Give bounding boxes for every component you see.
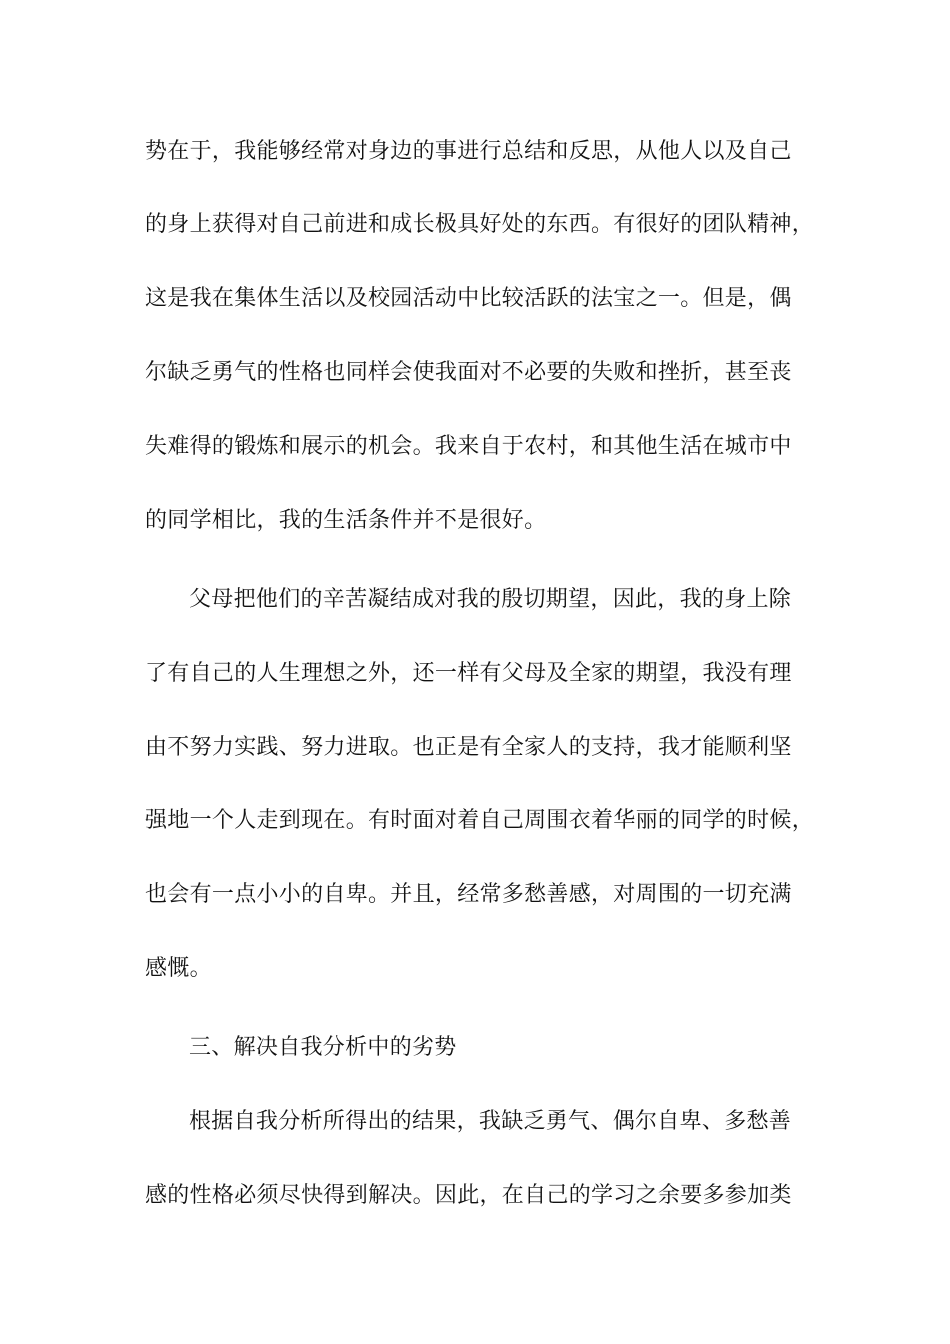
text-line: 的身上获得对自己前进和成长极具好处的东西。有很好的团队精神，	[145, 212, 815, 237]
text-line: 强地一个人走到现在。有时面对着自己周围衣着华丽的同学的时候，	[145, 808, 815, 833]
text-line: 势在于，我能够经常对身边的事进行总结和反思，从他人以及自己	[145, 139, 792, 164]
text-line: 失难得的锻炼和展示的机会。我来自于农村，和其他生活在城市中	[145, 434, 792, 459]
section-heading: 三、解决自我分析中的劣势	[189, 1035, 457, 1060]
text-line: 感慨。	[145, 956, 212, 981]
text-line: 的同学相比，我的生活条件并不是很好。	[145, 508, 547, 533]
paragraph-first-line: 根据自我分析所得出的结果，我缺乏勇气、偶尔自卑、多愁善	[189, 1109, 792, 1134]
text-line: 也会有一点小小的自卑。并且，经常多愁善感，对周围的一切充满	[145, 882, 792, 907]
text-line: 这是我在集体生活以及校园活动中比较活跃的法宝之一。但是，偶	[145, 286, 792, 311]
text-line: 了有自己的人生理想之外，还一样有父母及全家的期望，我没有理	[145, 661, 792, 686]
text-line: 尔缺乏勇气的性格也同样会使我面对不必要的失败和挫折，甚至丧	[145, 360, 792, 385]
text-line: 由不努力实践、努力进取。也正是有全家人的支持，我才能顺利坚	[145, 735, 792, 760]
paragraph-first-line: 父母把他们的辛苦凝结成对我的殷切期望，因此，我的身上除	[189, 587, 792, 612]
text-line: 感的性格必须尽快得到解决。因此，在自己的学习之余要多参加类	[145, 1183, 792, 1208]
